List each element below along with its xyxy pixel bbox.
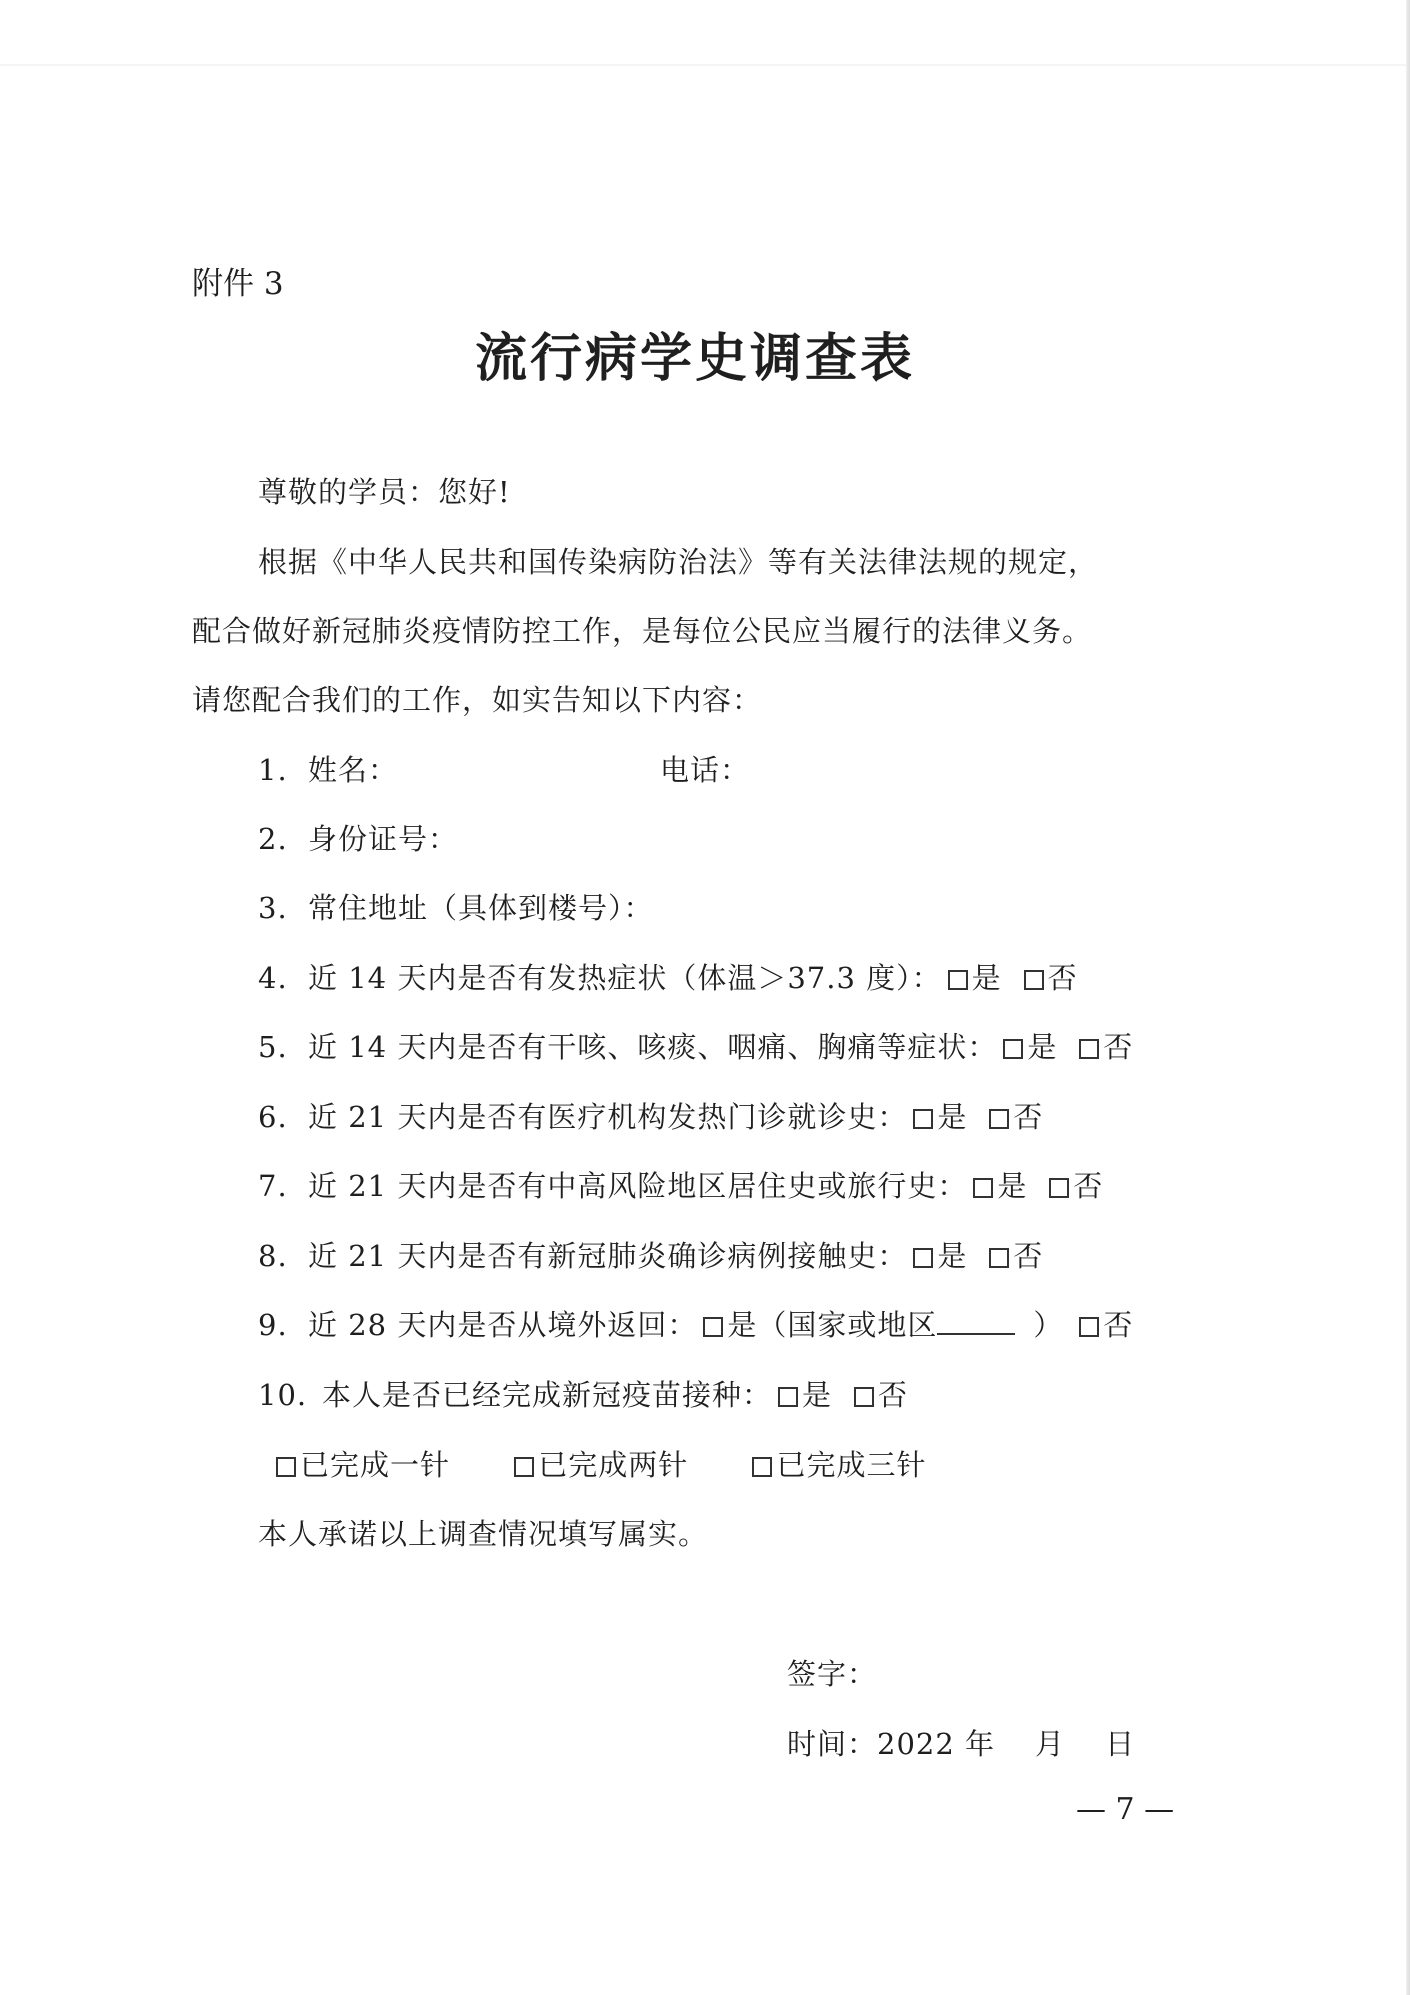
scan-artifact-top bbox=[0, 64, 1410, 66]
intro-line-3: 请您配合我们的工作，如实告知以下内容： bbox=[192, 683, 763, 717]
page-title: 流行病学史调查表 bbox=[474, 328, 915, 389]
phone-label: 电话： bbox=[660, 753, 751, 787]
name-field[interactable] bbox=[258, 748, 751, 789]
question-6 bbox=[258, 1095, 1043, 1136]
yes-label: 是 bbox=[971, 961, 1002, 995]
signature-label: 签字： bbox=[787, 1657, 878, 1691]
yes-label: 是 bbox=[937, 1100, 968, 1134]
question-number: 4. bbox=[258, 961, 288, 995]
scan-artifact-edge bbox=[1406, 0, 1410, 1995]
question-number: 6. bbox=[258, 1100, 288, 1134]
time-label: 时间： bbox=[787, 1727, 878, 1761]
question-text: 近 21 天内是否有医疗机构发热门诊就诊史： bbox=[308, 1100, 908, 1134]
question-number: 10. bbox=[258, 1378, 308, 1412]
no-label: 否 bbox=[1103, 1308, 1134, 1342]
question-text: 近 14 天内是否有干咳、咳痰、咽痛、胸痛等症状： bbox=[308, 1030, 998, 1064]
id-number-field[interactable] bbox=[258, 817, 458, 858]
greeting: 尊敬的学员：您好! bbox=[258, 475, 511, 509]
year-label: 2022 年 bbox=[877, 1727, 996, 1761]
signature-field[interactable] bbox=[787, 1652, 877, 1693]
question-9 bbox=[258, 1303, 1133, 1344]
no-label: 否 bbox=[878, 1378, 909, 1412]
no-checkbox[interactable] bbox=[989, 1109, 1009, 1129]
question-text: 近 28 天内是否从境外返回： bbox=[308, 1308, 698, 1342]
yes-checkbox[interactable] bbox=[1003, 1039, 1023, 1059]
address-field[interactable] bbox=[258, 886, 654, 927]
yes-checkbox[interactable] bbox=[703, 1317, 723, 1337]
no-checkbox[interactable] bbox=[1079, 1039, 1099, 1059]
no-checkbox[interactable] bbox=[854, 1387, 874, 1407]
date-field[interactable] bbox=[787, 1722, 1135, 1763]
question-number: 3. bbox=[258, 891, 288, 925]
yes-country-close: ） bbox=[1033, 1308, 1064, 1342]
no-label: 否 bbox=[1013, 1100, 1044, 1134]
phone-field[interactable] bbox=[660, 748, 750, 789]
page-number: — 7 — bbox=[1076, 1792, 1175, 1827]
question-number: 8. bbox=[258, 1239, 288, 1273]
question-10 bbox=[258, 1373, 908, 1414]
dose-3-checkbox[interactable] bbox=[752, 1457, 772, 1477]
yes-checkbox[interactable] bbox=[973, 1178, 993, 1198]
no-checkbox[interactable] bbox=[1049, 1178, 1069, 1198]
dose-2-checkbox[interactable] bbox=[514, 1457, 534, 1477]
question-text: 本人是否已经完成新冠疫苗接种： bbox=[322, 1378, 773, 1412]
question-number: 5. bbox=[258, 1030, 288, 1064]
question-number: 1. bbox=[258, 753, 288, 787]
dose-3-label: 已完成三针 bbox=[776, 1448, 927, 1482]
dose-2-label: 已完成两针 bbox=[538, 1448, 689, 1482]
address-label: 常住地址（具体到楼号）： bbox=[308, 891, 654, 925]
question-text: 近 21 天内是否有新冠肺炎确诊病例接触史： bbox=[308, 1239, 908, 1273]
question-text: 近 14 天内是否有发热症状（体温＞37.3 度）： bbox=[308, 961, 942, 995]
question-4 bbox=[258, 956, 1078, 997]
id-number-label: 身份证号： bbox=[308, 822, 459, 856]
day-label: 日 bbox=[1105, 1727, 1136, 1761]
yes-checkbox[interactable] bbox=[913, 1248, 933, 1268]
question-number: 7. bbox=[258, 1169, 288, 1203]
yes-label: 是 bbox=[997, 1169, 1028, 1203]
month-label: 月 bbox=[1035, 1727, 1066, 1761]
intro-line-1: 根据《中华人民共和国传染病防治法》等有关法律法规的规定， bbox=[258, 545, 1099, 579]
dose-option-2[interactable] bbox=[508, 1448, 688, 1482]
no-label: 否 bbox=[1047, 961, 1078, 995]
dose-1-checkbox[interactable] bbox=[276, 1457, 296, 1477]
yes-checkbox[interactable] bbox=[778, 1387, 798, 1407]
dose-1-label: 已完成一针 bbox=[300, 1448, 451, 1482]
question-number: 2. bbox=[258, 822, 288, 856]
vaccine-dose-options bbox=[270, 1443, 974, 1484]
no-checkbox[interactable] bbox=[1024, 970, 1044, 990]
question-number: 9. bbox=[258, 1308, 288, 1342]
question-8 bbox=[258, 1234, 1043, 1275]
attachment-label: 附件 3 bbox=[192, 266, 284, 302]
yes-country-label: 是（国家或地区 bbox=[727, 1308, 938, 1342]
intro-line-2: 配合做好新冠肺炎疫情防控工作，是每位公民应当履行的法律义务。 bbox=[192, 614, 1093, 648]
no-checkbox[interactable] bbox=[1079, 1317, 1099, 1337]
no-checkbox[interactable] bbox=[989, 1248, 1009, 1268]
no-label: 否 bbox=[1103, 1030, 1134, 1064]
question-7 bbox=[258, 1164, 1103, 1205]
dose-option-3[interactable] bbox=[746, 1448, 926, 1482]
dose-option-1[interactable] bbox=[270, 1448, 450, 1482]
yes-checkbox[interactable] bbox=[913, 1109, 933, 1129]
yes-checkbox[interactable] bbox=[948, 970, 968, 990]
no-label: 否 bbox=[1073, 1169, 1104, 1203]
promise-statement: 本人承诺以上调查情况填写属实。 bbox=[258, 1517, 709, 1551]
no-label: 否 bbox=[1013, 1239, 1044, 1273]
yes-label: 是 bbox=[937, 1239, 968, 1273]
yes-label: 是 bbox=[1027, 1030, 1058, 1064]
name-label: 姓名： bbox=[308, 753, 399, 787]
question-text: 近 21 天内是否有中高风险地区居住史或旅行史： bbox=[308, 1169, 968, 1203]
country-blank[interactable] bbox=[937, 1331, 1015, 1335]
yes-label: 是 bbox=[802, 1378, 833, 1412]
question-5 bbox=[258, 1025, 1133, 1066]
